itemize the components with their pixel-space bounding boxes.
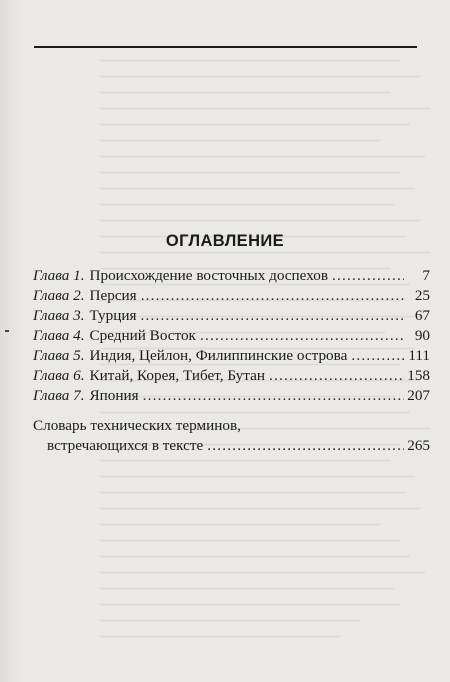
chapter-title: Происхождение восточных доспехов (89, 267, 328, 284)
toc-entry-glossary[interactable] (33, 416, 430, 456)
chapter-title: Индия, Цейлон, Филиппинские острова (89, 347, 348, 364)
chapter-title: Китай, Корея, Тибет, Бутан (89, 367, 265, 384)
dot-leader (351, 346, 404, 366)
chapter-label: Глава 1. (33, 267, 85, 284)
chapter-label: Глава 5. (33, 347, 85, 364)
chapter-title: Турция (89, 307, 137, 324)
chapter-title: Япония (89, 387, 139, 404)
chapter-label: Глава 3. (33, 307, 85, 324)
glossary-title-line2: встречающихся в тексте (47, 437, 204, 454)
page-number: 158 (407, 367, 430, 384)
dot-leader (141, 286, 404, 306)
toc-entry[interactable] (33, 366, 430, 386)
page-number: 90 (414, 327, 430, 344)
chapter-label: Глава 6. (33, 367, 85, 384)
toc-entry[interactable] (33, 266, 430, 286)
page-number: 207 (407, 387, 430, 404)
toc-entry[interactable] (33, 306, 430, 326)
dot-leader (140, 306, 404, 326)
page-mark (5, 330, 9, 332)
toc-list (33, 266, 430, 406)
dot-leader (200, 326, 404, 346)
dot-leader (332, 266, 404, 286)
page-number: 7 (422, 267, 430, 284)
page-number: 67 (414, 307, 430, 324)
header-rule (34, 46, 417, 48)
page-number: 25 (414, 287, 430, 304)
glossary-title-line1: Словарь технических терминов, (33, 417, 241, 434)
dot-leader (269, 366, 404, 386)
toc-entry[interactable] (33, 286, 430, 306)
page-number: 265 (407, 437, 430, 454)
chapter-title: Персия (89, 287, 137, 304)
toc-title: ОГЛАВЛЕНИЕ (165, 232, 285, 250)
dot-leader (143, 386, 404, 406)
toc-entry[interactable] (33, 386, 430, 406)
dot-leader (207, 436, 404, 456)
chapter-label: Глава 7. (33, 387, 85, 404)
toc-entry[interactable] (33, 326, 430, 346)
toc-entry[interactable] (33, 346, 430, 366)
chapter-title: Средний Восток (89, 327, 196, 344)
page-number: 111 (408, 347, 430, 364)
glossary-title-line2-row (33, 436, 430, 456)
chapter-label: Глава 4. (33, 327, 85, 344)
chapter-label: Глава 2. (33, 287, 85, 304)
